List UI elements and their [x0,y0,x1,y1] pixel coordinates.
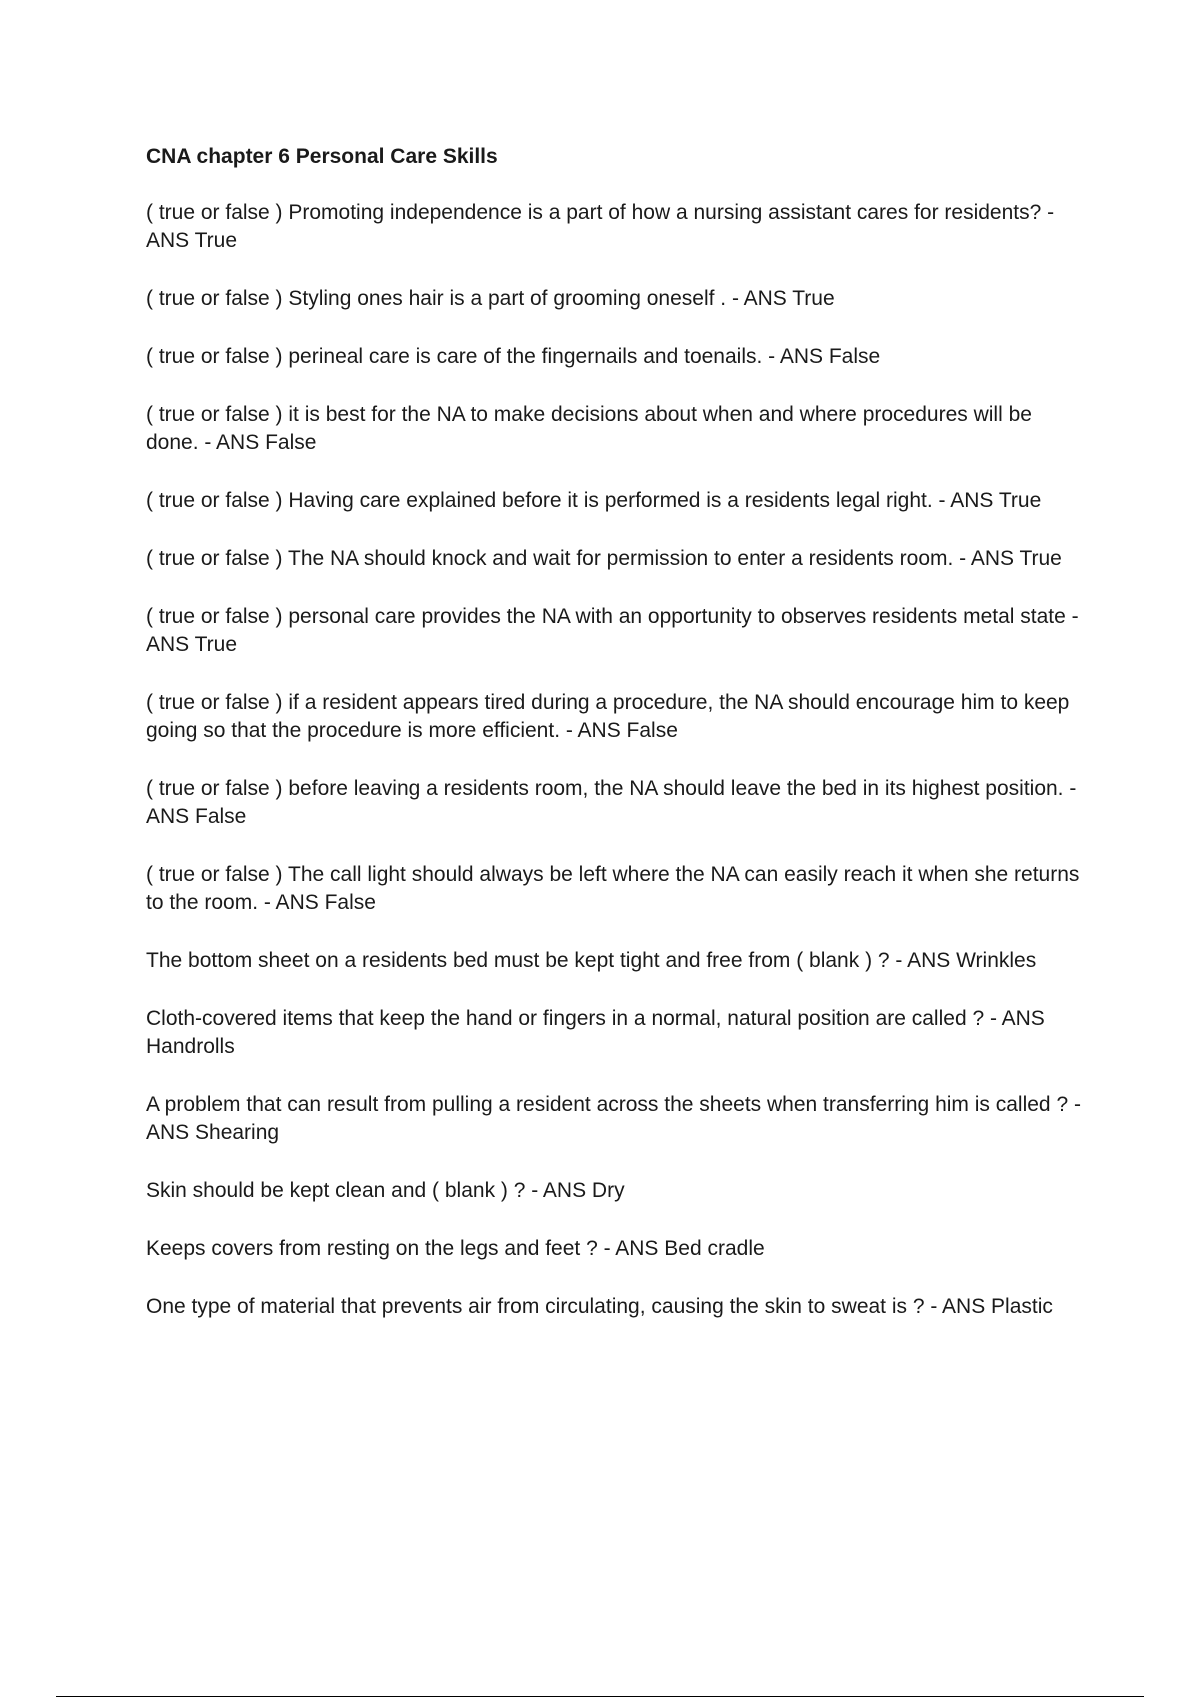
qa-item: Keeps covers from resting on the legs and feet ? - ANS Bed cradle [146,1237,765,1260]
qa-item: ( true or false ) The NA should knock and wait for permission to enter a residents room. - ANS True [146,547,1062,570]
document-title: CNA chapter 6 Personal Care Skills [146,145,498,168]
qa-item: ( true or false ) perineal care is care of the fingernails and toenails. - ANS False [146,345,881,368]
qa-item: Skin should be kept clean and ( blank ) ? - ANS Dry [146,1179,625,1202]
qa-item: A problem that can result from pulling a resident across the sheets when transferring him is called ? - ANS Shearing [146,1093,1081,1144]
qa-item: ( true or false ) personal care provides the NA with an opportunity to observes residents metal state - ANS True [146,605,1079,656]
qa-item: Cloth-covered items that keep the hand or fingers in a normal, natural position are called ? - ANS Handrolls [146,1007,1045,1058]
qa-item: ( true or false ) before leaving a residents room, the NA should leave the bed in its highest position. - ANS False [146,777,1077,828]
qa-item: ( true or false ) Promoting independence is a part of how a nursing assistant cares for residents? - ANS True [146,201,1055,252]
qa-item: The bottom sheet on a residents bed must be kept tight and free from ( blank ) ? - ANS Wrinkles [146,949,1037,972]
qa-item: ( true or false ) The call light should always be left where the NA can easily reach it when she returns to the room. - ANS False [146,863,1080,914]
qa-item: ( true or false ) it is best for the NA to make decisions about when and where procedures will be done. - ANS False [146,403,1032,454]
qa-item: ( true or false ) Styling ones hair is a part of grooming oneself . - ANS True [146,287,835,310]
document-page [146,143,1086,1351]
qa-item: ( true or false ) Having care explained before it is performed is a residents legal right. - ANS True [146,489,1042,512]
footer-divider [56,1696,1144,1697]
qa-item: ( true or false ) if a resident appears tired during a procedure, the NA should encourage him to keep going so that the procedure is more efficient. - ANS False [146,691,1070,742]
qa-item: One type of material that prevents air from circulating, causing the skin to sweat is ? - ANS Plastic [146,1295,1053,1318]
qa-list [146,199,1086,1321]
